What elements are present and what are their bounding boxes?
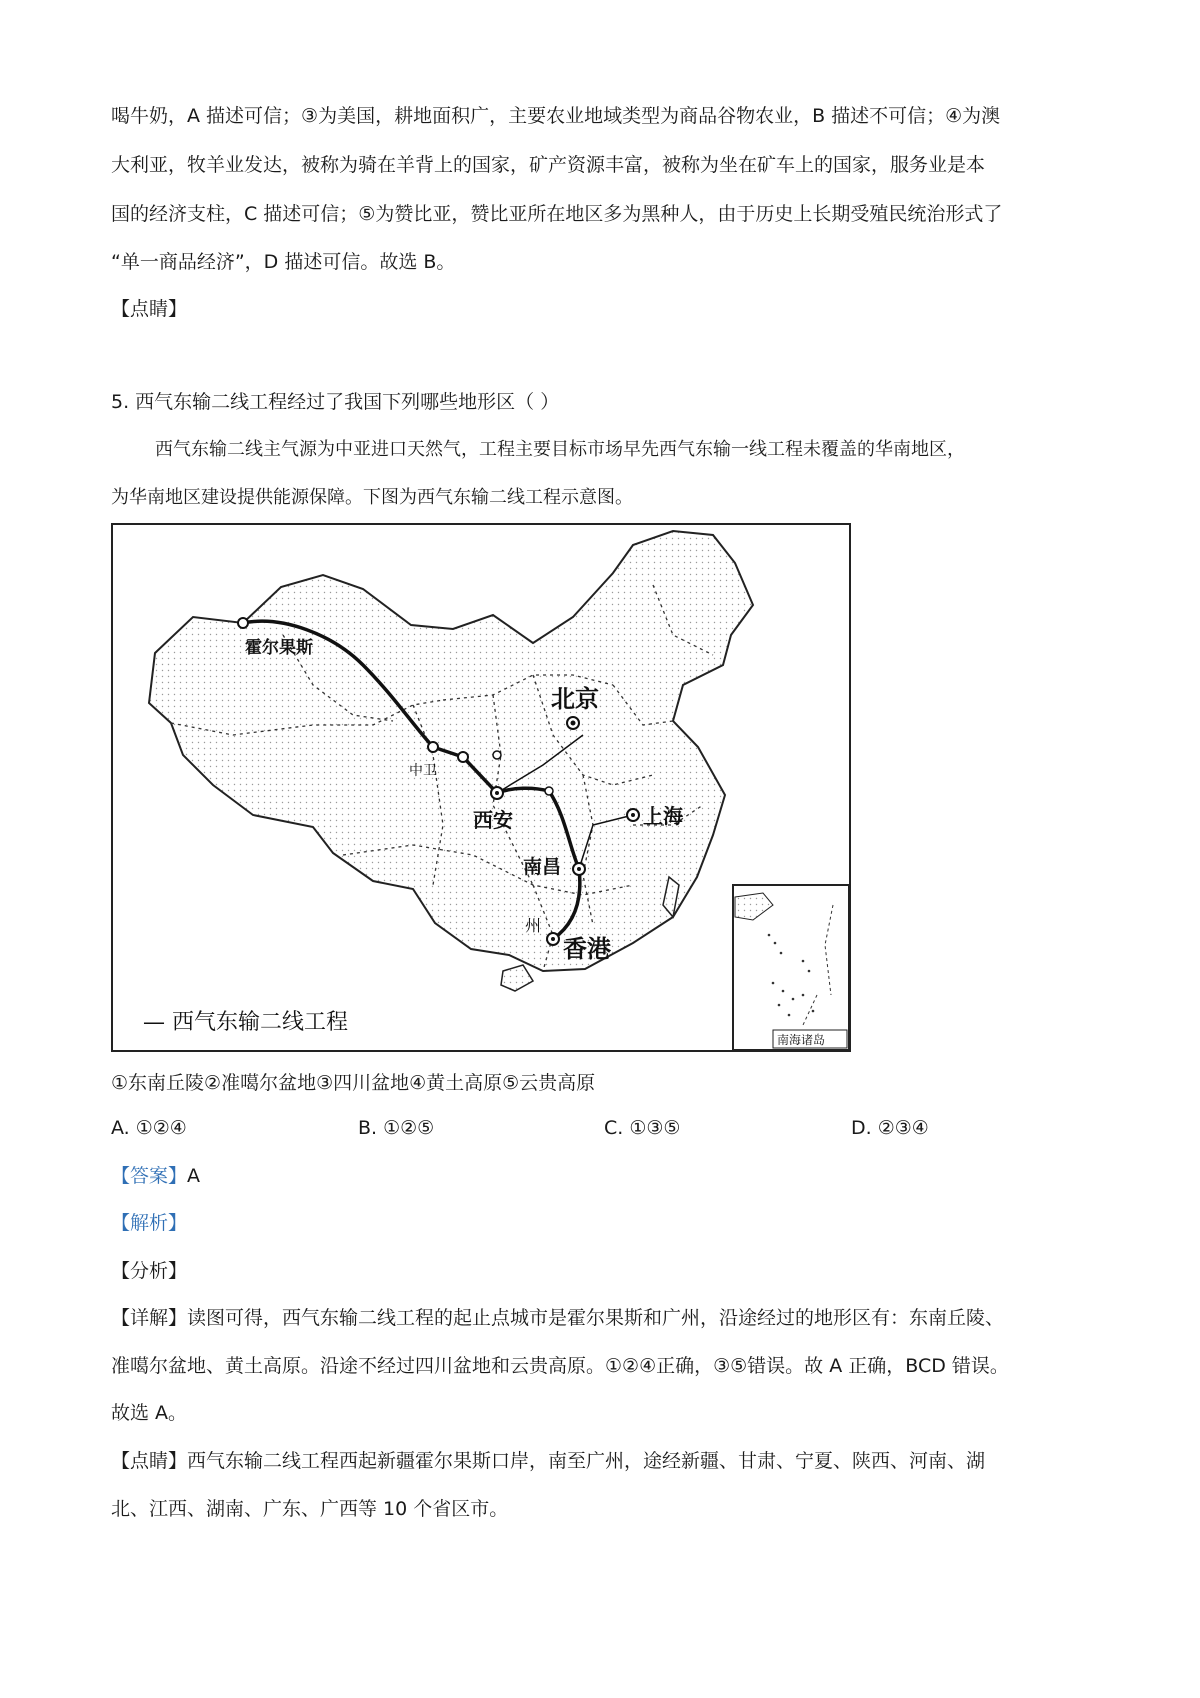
prev-para-line-2: 大利亚，牧羊业发达，被称为骑在羊背上的国家，矿产资源丰富，被称为坐在矿车上的国家，服务业是本 (111, 154, 986, 176)
horgos-marker (238, 618, 248, 628)
nanchang-label: 南昌 (523, 856, 562, 878)
answer-heading: 【答案】 (111, 1165, 188, 1187)
choice-d: D. ②③④ (851, 1117, 929, 1139)
hainan-island (501, 965, 533, 991)
choice-b: B. ①②⑤ (358, 1117, 435, 1139)
zhongwei-marker (428, 742, 438, 752)
material-line-1: 西气东输二线主气源为中亚进口天然气，工程主要目标市场早先西气东输一线工程未覆盖的华南地区， (155, 439, 965, 460)
choice-a: A. ①②④ (111, 1117, 187, 1139)
dot-marker-1 (493, 751, 501, 759)
dianjing-line-1: 【点睛】西气东输二线工程西起新疆霍尔果斯口岸，南至广州，途经新疆、甘肃、宁夏、陕西、河南、湖 (111, 1450, 986, 1472)
choice-c: C. ①③⑤ (604, 1117, 681, 1139)
prev-dianjing-heading: 【点睛】 (111, 298, 188, 320)
answer-value: A (187, 1165, 201, 1187)
answer-line (111, 1164, 200, 1188)
guangzhou-label: 州 (525, 916, 542, 935)
jiexi-heading: 【解析】 (111, 1212, 188, 1234)
inset-label: 南海诸岛 (777, 1033, 826, 1047)
prev-para-line-4: “单一商品经济”，D 描述可信。故选 B。 (111, 251, 456, 273)
detail-line-1: 【详解】读图可得，西气东输二线工程的起止点城市是霍尔果斯和广州，沿途经过的地形区有：东南丘陵、 (111, 1307, 1005, 1329)
south-china-sea-inset (733, 885, 849, 1050)
junction-marker (458, 752, 468, 762)
detail-line-2: 准噶尔盆地、黄土高原。沿途不经过四川盆地和云贵高原。①②④正确，③⑤错误。故 A 正确，BCD 错误。 (111, 1355, 1009, 1377)
zhongwei-label: 中卫 (409, 763, 437, 779)
shanghai-label: 上海 (643, 804, 683, 828)
beijing-label: 北京 (551, 684, 599, 713)
dianjing-line-2: 北、江西、湖南、广东、广西等 10 个省区市。 (111, 1498, 509, 1520)
hongkong-label: 香港 (563, 934, 611, 963)
prev-para-line-1: 喝牛奶，A 描述可信；③为美国，耕地面积广，主要农业地域类型为商品谷物农业，B 描述不可信；④为澳 (111, 105, 1001, 127)
prev-para-line-3: 国的经济支柱，C 描述可信；⑤为赞比亚，赞比亚所在地区多为黑种人，由于历史上长期受殖民统治形式了 (111, 203, 1003, 225)
china-outline-map (113, 525, 849, 1050)
detail-line-3: 故选 A。 (111, 1402, 188, 1424)
option-list: ①东南丘陵②准噶尔盆地③四川盆地④黄土高原⑤云贵高原 (111, 1072, 596, 1094)
map-legend: — 西气东输二线工程 (143, 1010, 348, 1035)
dot-marker-2 (545, 787, 553, 795)
xian-label: 西安 (473, 808, 513, 832)
fenxi-heading: 【分析】 (111, 1260, 188, 1282)
question-stem: 5. 西气东输二线工程经过了我国下列哪些地形区（ ） (111, 391, 560, 413)
material-line-2: 为华南地区建设提供能源保障。下图为西气东输二线工程示意图。 (111, 487, 633, 508)
horgos-label: 霍尔果斯 (245, 638, 313, 658)
pipeline-map (111, 523, 851, 1052)
